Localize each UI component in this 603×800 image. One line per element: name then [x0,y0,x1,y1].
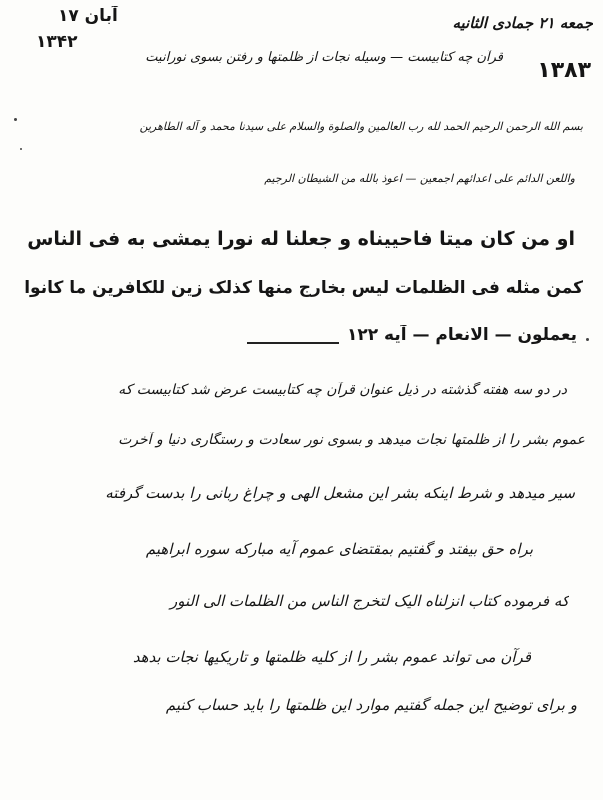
scan-speck [14,118,17,121]
verse-line-3: یعملون — الانعام — آیه ۱۲۲ [346,325,577,345]
scan-speck [586,338,589,341]
body-line-7: و برای توضیح این جمله گفتیم موارد این ظلمتها را باید حساب کنیم [165,696,577,714]
verse-line-2: کمن مثله فی الظلمات لیس بخارج منها کذلک زین للکافرین ما کانوا [24,278,583,298]
body-line-5: که فرموده کتاب انزلناه الیک لتخرج الناس من الظلمات الی النور [169,592,569,610]
date-line: جمعه ۲۱ جمادی الثانیه [452,14,593,32]
date-hijri-left: ۱۳۴۲ [36,32,78,52]
body-line-3: سیر میدهد و شرط اینکه بشر این مشعل الهی و چراغ ربانی را بدست گرفته [105,484,575,502]
year-right: ۱۳۸۳ [537,58,591,83]
body-line-4: براه حق بیفتد و گفتیم بمقتضای عموم آیه مبارکه سوره ابراهیم [145,540,533,558]
verse-reference-underline [247,342,339,344]
body-line-6: قرآن می تواند عموم بشر را از کلیه ظلمتها و تاریکیها نجات بدهد [132,648,531,666]
date-month-left: ۱۷ آبان [58,6,118,26]
page-title: قرآن چه کتابیست — وسیله نجات از ظلمتها و رفتن بسوی نورانیت [145,50,503,65]
opening-line-1: بسم الله الرحمن الرحیم الحمد لله رب العالمین والصلوة والسلام علی سیدنا محمد و آله الطاهرین [139,120,583,133]
verse-line-1: او من کان میتا فاحییناه و جعلنا له نورا یمشی به فی الناس [27,228,575,250]
body-line-2: عموم بشر را از ظلمتها نجات میدهد و بسوی نور سعادت و رستگاری دنیا و آخرت [118,432,585,448]
scan-speck [20,148,22,150]
opening-line-2: واللعن الدائم علی اعدائهم اجمعین — اعوذ بالله من الشیطان الرجیم [264,172,575,185]
body-line-1: در دو سه هفته گذشته در ذیل عنوان قرآن چه کتابیست عرض شد کتابیست که [118,382,567,398]
